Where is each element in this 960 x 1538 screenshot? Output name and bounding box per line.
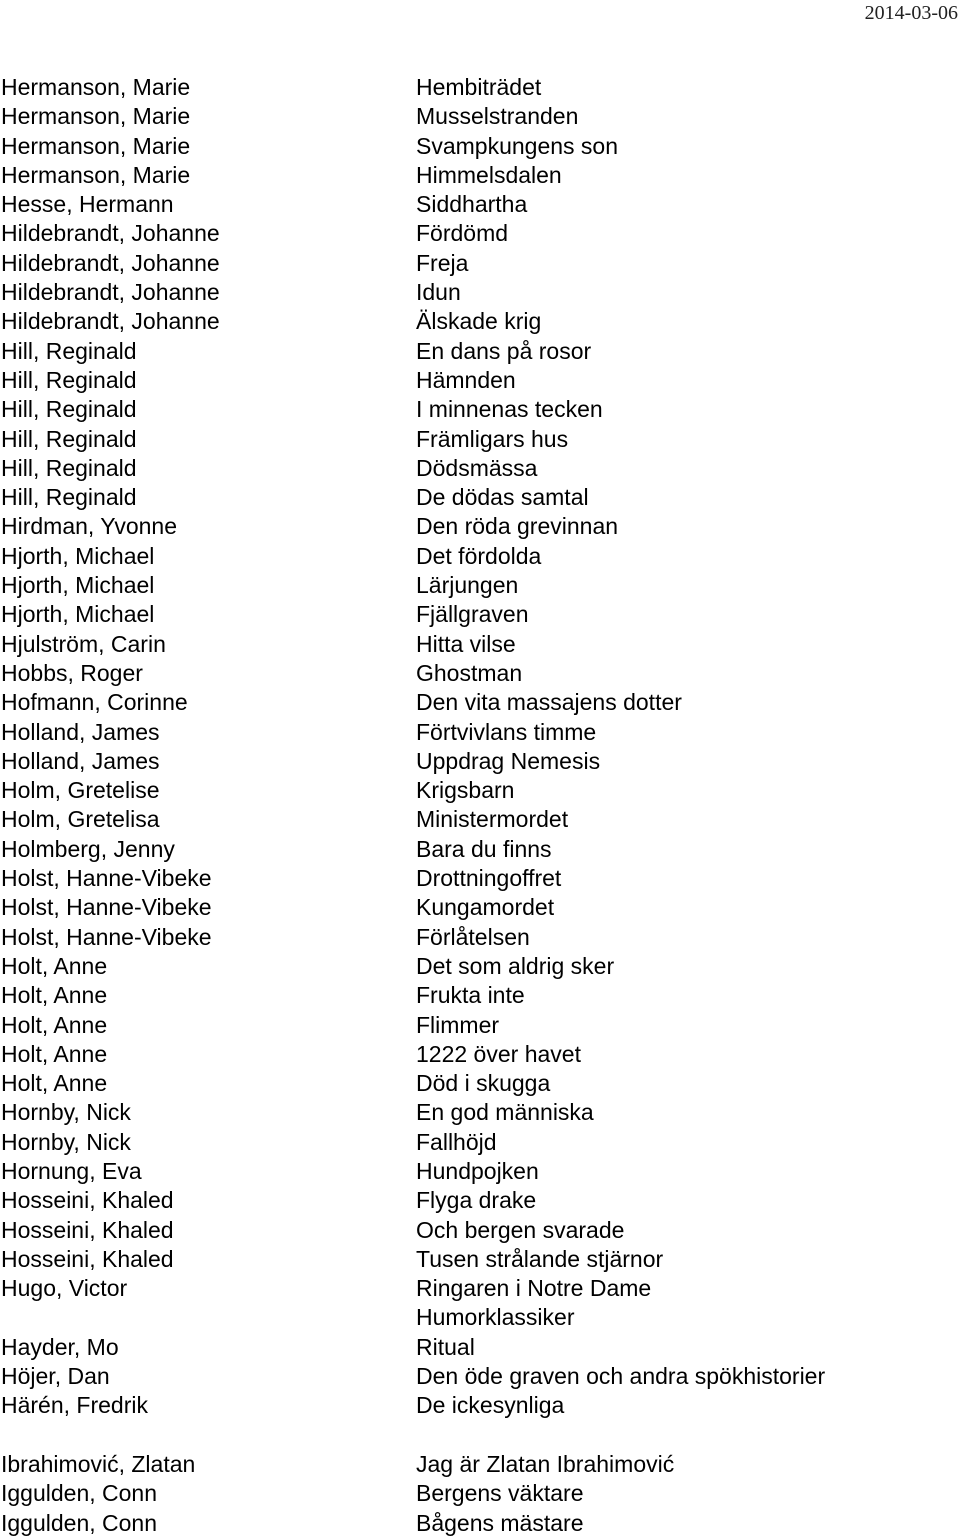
list-item <box>0 249 960 278</box>
author-name: Iggulden, Conn <box>1 1480 158 1507</box>
book-title: Bergens väktare <box>416 1480 584 1507</box>
book-title <box>416 1421 960 1450</box>
list-item <box>0 366 960 395</box>
book-title: Främligars hus <box>416 425 569 452</box>
list-item <box>0 1479 960 1508</box>
author-name: Hill, Reginald <box>1 366 137 393</box>
author-name: Hofmann, Corinne <box>1 689 188 716</box>
list-item <box>0 952 960 981</box>
author-name: Hesse, Hermann <box>1 191 174 218</box>
book-title: Kungamordet <box>416 894 555 921</box>
list-item <box>0 219 960 248</box>
author-name: Hayder, Mo <box>1 1333 119 1360</box>
list-item <box>0 1011 960 1040</box>
book-title: Drottningoffret <box>416 865 562 892</box>
book-title: Musselstranden <box>416 103 579 130</box>
book-title: Ghostman <box>416 659 523 686</box>
author-name: Höjer, Dan <box>1 1363 110 1390</box>
book-list <box>0 73 960 1538</box>
list-spacer <box>0 1421 960 1450</box>
book-title: De ickesynliga <box>416 1392 565 1419</box>
author-name: Holt, Anne <box>1 1070 108 1097</box>
author-name: Härén, Fredrik <box>1 1392 148 1419</box>
book-title: Död i skugga <box>416 1070 551 1097</box>
list-item <box>0 161 960 190</box>
author-name: Holst, Hanne-Vibeke <box>1 865 212 892</box>
book-title: Humorklassiker <box>416 1304 575 1331</box>
list-item <box>0 395 960 424</box>
author-name: Hill, Reginald <box>1 396 137 423</box>
list-item <box>0 659 960 688</box>
book-title: Fallhöjd <box>416 1128 497 1155</box>
author-name: Hermanson, Marie <box>1 74 191 100</box>
list-item <box>0 483 960 512</box>
book-title: Flyga drake <box>416 1187 537 1214</box>
book-title: En dans på rosor <box>416 337 592 364</box>
author-name: Hermanson, Marie <box>1 103 191 130</box>
list-item <box>0 1274 960 1303</box>
list-item <box>0 776 960 805</box>
book-title: De dödas samtal <box>416 484 589 511</box>
book-title: Hämnden <box>416 366 516 393</box>
list-item <box>0 747 960 776</box>
book-title: En god människa <box>416 1099 594 1126</box>
book-title: Jag är Zlatan Ibrahimović <box>416 1450 675 1477</box>
author-name: Hjorth, Michael <box>1 601 155 628</box>
author-name: Hjorth, Michael <box>1 542 155 569</box>
book-title: Flimmer <box>416 1011 500 1038</box>
list-item <box>0 454 960 483</box>
author-name: Hosseini, Khaled <box>1 1216 174 1243</box>
author-name: Hill, Reginald <box>1 484 137 511</box>
list-item <box>0 1098 960 1127</box>
book-title: Hundpojken <box>416 1157 539 1184</box>
author-name: Holst, Hanne-Vibeke <box>1 923 212 950</box>
author-name: Hobbs, Roger <box>1 659 143 686</box>
author-name: Holland, James <box>1 747 160 774</box>
author-name: Hjulström, Carin <box>1 630 166 657</box>
book-title: 1222 över havet <box>416 1040 581 1067</box>
book-title: Hembiträdet <box>416 74 542 100</box>
author-name: Iggulden, Conn <box>1 1509 158 1536</box>
book-title: I minnenas tecken <box>416 396 603 423</box>
list-item <box>0 1450 960 1479</box>
list-item <box>0 307 960 336</box>
list-item <box>0 1040 960 1069</box>
book-title: Krigsbarn <box>416 777 515 804</box>
list-item <box>0 1216 960 1245</box>
list-item <box>0 1069 960 1098</box>
list-item <box>0 425 960 454</box>
book-title: Fjällgraven <box>416 601 529 628</box>
author-name: Hildebrandt, Johanne <box>1 220 220 247</box>
author-name: Hermanson, Marie <box>1 132 191 159</box>
list-item <box>0 893 960 922</box>
list-item <box>0 805 960 834</box>
list-item <box>0 1362 960 1391</box>
book-title: Idun <box>416 279 461 306</box>
book-title: Tusen strålande stjärnor <box>416 1245 664 1272</box>
book-title: Och bergen svarade <box>416 1216 625 1243</box>
list-item <box>0 1128 960 1157</box>
book-title: Förtvivlans timme <box>416 718 597 745</box>
book-title: Ritual <box>416 1333 475 1360</box>
author-name: Hill, Reginald <box>1 454 137 481</box>
author-name: Holt, Anne <box>1 952 108 979</box>
book-title: Frukta inte <box>416 982 525 1009</box>
book-title: Bågens mästare <box>416 1509 584 1536</box>
author-name: Hildebrandt, Johanne <box>1 249 220 276</box>
list-item <box>0 132 960 161</box>
author-name: Hornby, Nick <box>1 1099 131 1126</box>
author-name: Hildebrandt, Johanne <box>1 279 220 306</box>
book-title: Himmelsdalen <box>416 161 562 188</box>
author-name: Hill, Reginald <box>1 337 137 364</box>
book-title: Ringaren i Notre Dame <box>416 1275 652 1302</box>
author-name: Holland, James <box>1 718 160 745</box>
book-title: Den öde graven och andra spökhistorier <box>416 1363 826 1390</box>
list-item <box>0 1333 960 1362</box>
list-item <box>0 1186 960 1215</box>
book-title: Freja <box>416 249 469 276</box>
author-name: Holt, Anne <box>1 1040 108 1067</box>
book-title: Fördömd <box>416 220 509 247</box>
book-title: Siddhartha <box>416 191 528 218</box>
author-name: Holt, Anne <box>1 1011 108 1038</box>
list-item <box>0 1157 960 1186</box>
author-name: Hildebrandt, Johanne <box>1 308 220 335</box>
list-item <box>0 1303 960 1332</box>
book-title: Ministermordet <box>416 806 569 833</box>
author-name: Hirdman, Yvonne <box>1 513 178 540</box>
author-name: Holm, Gretelise <box>1 777 160 804</box>
book-title: Svampkungens son <box>416 132 619 159</box>
list-item <box>0 981 960 1010</box>
list-item <box>0 337 960 366</box>
book-title: Det som aldrig sker <box>416 952 615 979</box>
list-item <box>0 923 960 952</box>
list-item <box>0 864 960 893</box>
list-item <box>0 1391 960 1420</box>
author-name <box>0 1421 416 1450</box>
book-title: Lärjungen <box>416 572 519 599</box>
list-item <box>0 718 960 747</box>
book-title: Den röda grevinnan <box>416 513 619 540</box>
list-item <box>0 688 960 717</box>
author-name <box>0 1303 416 1332</box>
list-item <box>0 600 960 629</box>
list-item <box>0 630 960 659</box>
list-item <box>0 102 960 131</box>
list-item <box>0 512 960 541</box>
author-name: Hugo, Victor <box>1 1275 128 1302</box>
list-item <box>0 190 960 219</box>
author-name: Holmberg, Jenny <box>1 835 175 862</box>
book-title: Dödsmässa <box>416 454 538 481</box>
author-name: Hermanson, Marie <box>1 161 191 188</box>
list-item <box>0 835 960 864</box>
list-item <box>0 278 960 307</box>
document-date: 2014-03-06 <box>864 2 958 24</box>
author-name: Holm, Gretelisa <box>1 806 160 833</box>
list-item <box>0 571 960 600</box>
book-title: Uppdrag Nemesis <box>416 747 601 774</box>
author-name: Hornung, Eva <box>1 1157 142 1184</box>
book-title: Förlåtelsen <box>416 923 530 950</box>
book-title: Bara du finns <box>416 835 552 862</box>
author-name: Hill, Reginald <box>1 425 137 452</box>
author-name: Holt, Anne <box>1 982 108 1009</box>
author-name: Hornby, Nick <box>1 1128 131 1155</box>
author-name: Ibrahimović, Zlatan <box>1 1450 196 1477</box>
book-title: Älskade krig <box>416 308 542 335</box>
list-item <box>0 1245 960 1274</box>
book-title: Hitta vilse <box>416 630 516 657</box>
book-title: Den vita massajens dotter <box>416 689 682 716</box>
list-item <box>0 1509 960 1538</box>
book-title: Det fördolda <box>416 542 542 569</box>
list-item <box>0 542 960 571</box>
list-item <box>0 73 960 102</box>
author-name: Hjorth, Michael <box>1 572 155 599</box>
author-name: Holst, Hanne-Vibeke <box>1 894 212 921</box>
author-name: Hosseini, Khaled <box>1 1245 174 1272</box>
author-name: Hosseini, Khaled <box>1 1187 174 1214</box>
